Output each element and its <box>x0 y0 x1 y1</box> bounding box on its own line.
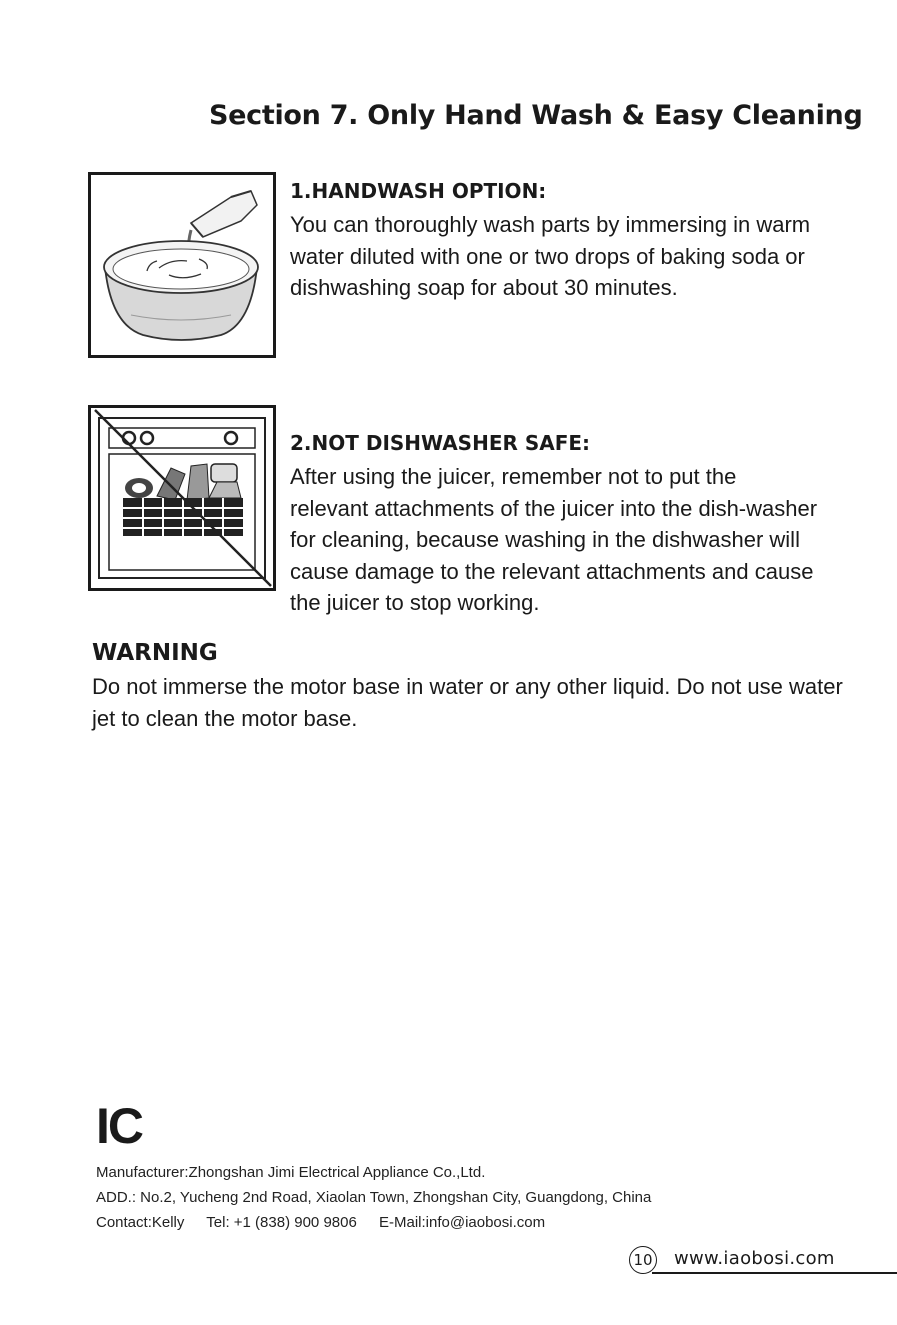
bowl-of-water-icon <box>91 175 273 355</box>
manufacturer-line: Manufacturer:Zhongshan Jimi Electrical Appliance Co.,Ltd. <box>96 1164 486 1181</box>
address-line: ADD.: No.2, Yucheng 2nd Road, Xiaolan Town, Zhongshan City, Guangdong, China <box>96 1189 652 1206</box>
warning-body: Do not immerse the motor base in water or any other liquid. Do not use water jet to clean the motor base. <box>92 674 843 731</box>
section-title: Section 7. Only Hand Wash & Easy Cleaning <box>209 100 863 131</box>
footer-rule <box>652 1272 897 1274</box>
dishwasher-heading: 2.NOT DISHWASHER SAFE: <box>290 431 591 455</box>
dishwasher-body: After using the juicer, remember not to put the relevant attachments of the juicer into the dish-washer for cleaning, because washing in the dishwasher will cause damage to the relevant attachments and cause the juicer to stop working. <box>290 464 818 615</box>
handwash-body: You can thoroughly wash parts by immersing in warm water diluted with one or two drops of baking soda or dishwashing soap for about 30 minutes. <box>290 212 811 300</box>
no-dishwasher-icon <box>91 408 273 588</box>
contact-email: E-Mail:info@iaobosi.com <box>378 1214 546 1231</box>
handwash-heading: 1.HANDWASH OPTION: <box>290 179 547 203</box>
website-link[interactable]: www.iaobosi.com <box>674 1248 835 1269</box>
page-number: 10 <box>629 1246 657 1274</box>
contact-tel: Tel: +1 (838) 900 9806 <box>206 1214 357 1231</box>
handwash-figure <box>88 172 276 358</box>
no-dishwasher-figure <box>88 405 276 591</box>
contact-line <box>96 1214 563 1231</box>
ic-certification-mark: IC <box>96 1098 142 1154</box>
contact-name: Contact:Kelly <box>96 1214 185 1231</box>
warning-heading: WARNING <box>92 640 218 666</box>
